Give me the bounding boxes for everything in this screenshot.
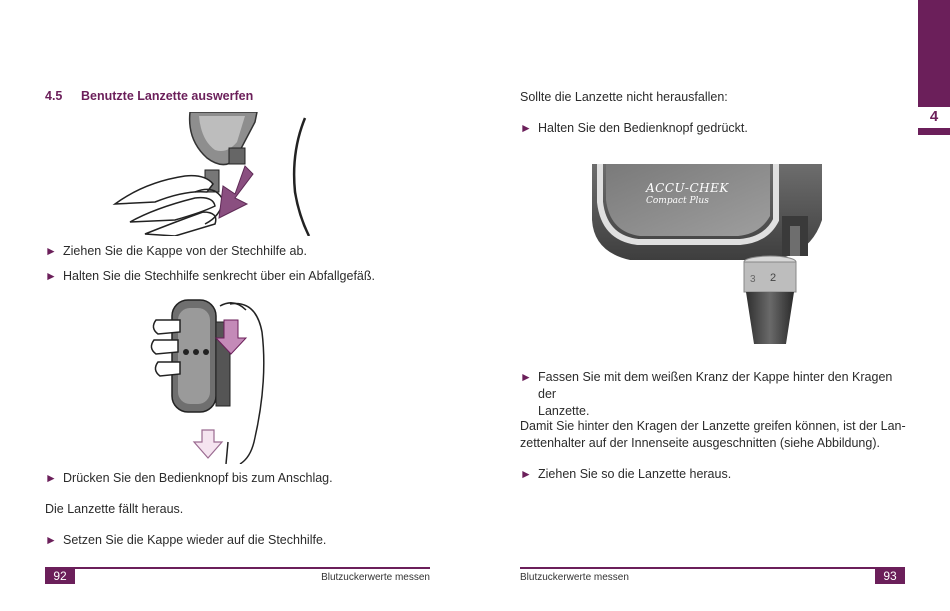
dial-number: 2 [770,272,777,284]
right-paragraph [520,418,910,452]
left-footer-line [45,567,430,569]
right-step-1 [520,120,748,137]
left-step-3-text: Drücken Sie den Bedienknopf bis zum Anschlag. [63,471,333,485]
section-heading [45,89,253,103]
illustration-remove-cap [95,112,325,236]
right-step-2-line-1: Fassen Sie mit dem weißen Kranz der Kappe hinter den Kragen der [538,370,893,401]
left-step-2-text: Halten Sie die Stechhilfe senkrecht über ein Abfallgefäß. [63,269,375,283]
right-step-2 [520,369,910,420]
left-step-2 [45,268,375,285]
chapter-bar [918,128,950,135]
bullet-arrow-icon: ► [45,533,57,547]
bullet-arrow-icon: ► [45,471,57,485]
left-step-4-text: Setzen Sie die Kappe wieder auf die Stechhilfe. [63,533,327,547]
chapter-number: 4 [929,108,939,125]
device-model-label: Compact Plus [646,196,709,206]
right-footer-text: Blutzuckerwerte messen [520,572,629,583]
right-step-3 [520,466,731,483]
left-step-1 [45,243,307,260]
bullet-arrow-icon: ► [520,370,532,384]
right-page-number: 93 [875,569,905,584]
left-footer-text: Blutzuckerwerte messen [321,572,430,583]
bullet-arrow-icon: ► [520,467,532,481]
right-paragraph-line-1: Damit Sie hinter den Kragen der Lanzette greifen können, ist der Lan- [520,419,906,433]
bullet-arrow-icon: ► [520,121,532,135]
section-number: 4.5 [45,89,63,103]
right-step-1-text: Halten Sie den Bedienknopf gedrückt. [538,121,748,135]
illustration-press-button [150,292,270,464]
right-intro: Sollte die Lanzette nicht herausfallen: [520,90,728,104]
bullet-arrow-icon: ► [45,244,57,258]
right-step-2-line-2: Lanzette. [538,404,590,418]
left-page-number: 92 [45,569,75,584]
bullet-arrow-icon: ► [45,269,57,283]
left-step-4 [45,532,326,549]
left-step-3 [45,470,333,487]
section-title: Benutzte Lanzette auswerfen [81,89,254,103]
right-paragraph-line-2: zettenhalter auf der Innenseite ausgeschnitten (siehe Abbildung). [520,436,880,450]
dial-number-side: 3 [750,274,756,285]
right-step-3-text: Ziehen Sie so die Lanzette heraus. [538,467,732,481]
right-footer-line [520,567,905,569]
left-result: Die Lanzette fällt heraus. [45,502,184,516]
left-step-1-text: Ziehen Sie die Kappe von der Stechhilfe ab. [63,244,307,258]
device-brand-label: ACCU-CHEK [646,181,729,195]
chapter-tab [918,0,950,107]
